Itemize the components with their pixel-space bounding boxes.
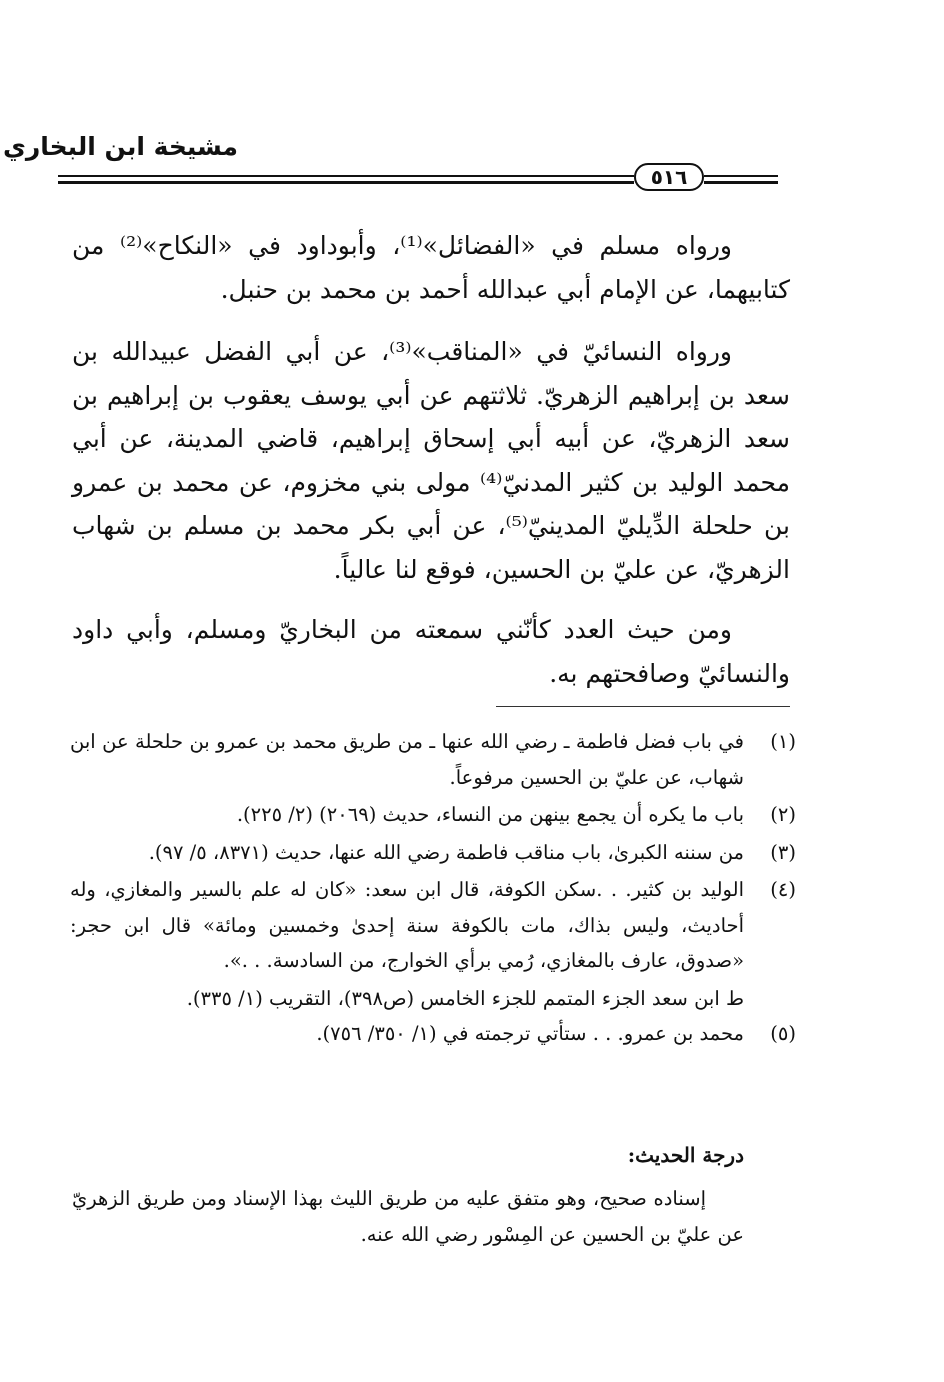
footnote-number: (٣) [770,840,796,864]
footnote-text: الوليد بن كثير. . .سكن الكوفة، قال ابن سعد: «كان له علم بالسير والمغازي، وله أحاديث، وليس بذاك، مات بالكوفة سنة إحدىٰ وخمسين ومائة» قال ابن حجر: «صدوق، عارف بالمغازي، رُمي برأي الخوارج، من السادسة. . .». [70,878,744,972]
footnote-separator [496,706,790,707]
footnote-text: باب ما يكره أن يجمع بينهن من النساء، حديث (٢٠٦٩) (٢/ ٢٢٥). [236,803,744,826]
body-paragraph [72,224,790,311]
footnote-text: في باب فضل فاطمة ـ رضي الله عنها ـ من طريق محمد بن عمرو بن حلحلة عن ابن شهاب، عن عليّ بن الحسين مرفوعاً. [70,730,744,789]
page-number: ٥١٦ [634,163,704,191]
footnotes [70,724,796,1054]
body-paragraph [72,608,790,695]
footnote-number: (٥) [770,1022,796,1045]
running-header-title: مشيخة ابن البخاري [2,132,238,161]
footnote-source-line: ط ابن سعد الجزء المتمم للجزء الخامس (ص٣٩٨)، التقريب (١/ ٣٣٥). [186,986,744,1010]
paragraph-text: ومن حيث العدد كأنّني سمعته من البخاريّ ومسلم، وأبي داود والنسائيّ وصافحتهم به. [72,615,790,688]
footnote-text: من سننه الكبرىٰ، باب مناقب فاطمة رضي الله عنها، حديث (٨٣٧١، ٥/ ٩٧). [148,840,744,864]
footnote [70,872,796,979]
header-rule [704,181,778,184]
hadith-grade-text [72,1181,744,1252]
footnote [70,797,796,833]
footnote-text: محمد بن عمرو. . . ستأتي ترجمته في (١/ ٣٥٠/ ٧٥٦). [316,1022,744,1045]
footnote [70,1016,796,1052]
footnote-number: (٢) [770,803,796,826]
header-rule [58,181,634,184]
body-paragraph [72,330,790,591]
header-rule [704,175,778,177]
footnote [70,724,796,795]
footnote [70,835,796,871]
paragraph-text: إسناده صحيح، وهو متفق عليه من طريق الليث بهذا الإسناد ومن طريق الزهريّ عن عليّ بن الحسين عن المِسْور رضي الله عنه. [72,1187,744,1246]
footnote-number: (٤) [770,878,796,901]
paragraph-text: ورواه مسلم في «الفضائل»⁽¹⁾، وأبوداود في «النكاح»⁽²⁾ من كتابيهما، عن الإمام أبي عبدالله أحمد بن محمد بن حنبل. [72,231,790,304]
footnote-number: (١) [770,730,796,753]
paragraph-text: ورواه النسائيّ في «المناقب»⁽³⁾، عن أبي الفضل عبيدالله بن سعد بن إبراهيم الزهريّ. ثلاثتهم عن أبي يوسف يعقوب بن إبراهيم بن سعد الزهريّ، عن أبيه أبي إسحاق إبراهيم، قاضي المدينة، عن أبي محمد الوليد بن كثير المدنيّ⁽⁴⁾ مولى بني مخزوم، عن محمد بن عمرو بن حلحلة الدِّيليّ المدينيّ⁽⁵⁾، عن أبي بكر محمد بن مسلم بن شهاب الزهريّ، عن عليّ بن الحسين، فوقع لنا عالياً. [72,337,791,584]
header-rule [58,175,634,177]
hadith-grade-heading: درجة الحديث: [627,1143,744,1167]
